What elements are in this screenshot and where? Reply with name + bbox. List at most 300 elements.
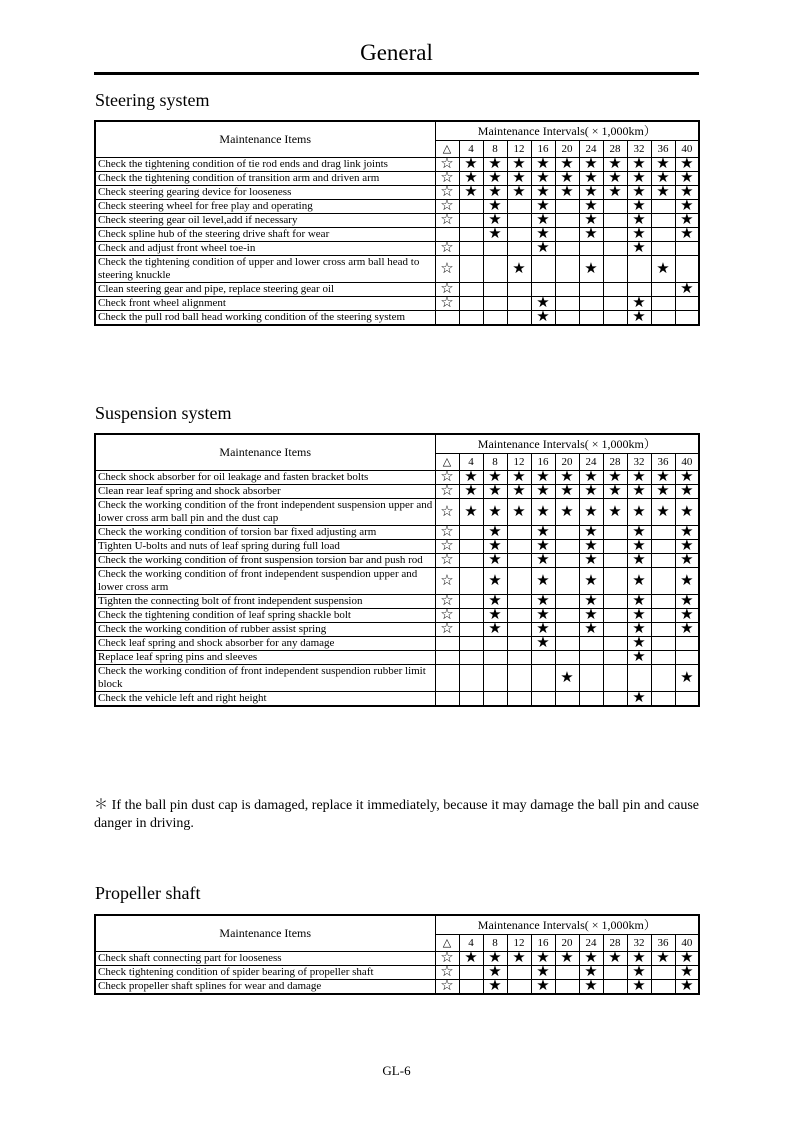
filled-star-icon: ★ (651, 499, 675, 526)
filled-star-icon: ★ (507, 172, 531, 186)
interval-header-cell: 12 (507, 935, 531, 952)
interval-header-cell: 40 (675, 141, 699, 158)
table-row (95, 242, 699, 256)
empty-cell (435, 665, 459, 692)
filled-star-icon: ★ (531, 471, 555, 485)
empty-cell (651, 214, 675, 228)
filled-star-icon: ★ (531, 526, 555, 540)
empty-cell (651, 651, 675, 665)
empty-cell (651, 568, 675, 595)
empty-cell (555, 214, 579, 228)
filled-star-icon: ★ (675, 623, 699, 637)
empty-cell (531, 665, 555, 692)
empty-cell (651, 966, 675, 980)
empty-cell (507, 200, 531, 214)
filled-star-icon: ★ (531, 952, 555, 966)
empty-cell (675, 651, 699, 665)
empty-cell (459, 623, 483, 637)
filled-star-icon: ★ (531, 228, 555, 242)
hollow-star-icon: ☆ (435, 568, 459, 595)
empty-cell (603, 595, 627, 609)
maintenance-item: Check propeller shaft splines for wear and damage (95, 980, 435, 995)
maintenance-item: Clean steering gear and pipe, replace steering gear oil (95, 283, 435, 297)
filled-star-icon: ★ (507, 952, 531, 966)
filled-star-icon: ★ (627, 499, 651, 526)
filled-star-icon: ★ (627, 297, 651, 311)
interval-header-cell: 20 (555, 454, 579, 471)
filled-star-icon: ★ (651, 952, 675, 966)
filled-star-icon: ★ (675, 228, 699, 242)
filled-star-icon: ★ (483, 595, 507, 609)
empty-cell (579, 637, 603, 651)
maintenance-item: Check the working condition of front independent suspendion upper and lower cross arm (95, 568, 435, 595)
empty-cell (603, 242, 627, 256)
interval-header-cell: 4 (459, 454, 483, 471)
page-title: General (360, 40, 433, 65)
empty-cell (459, 526, 483, 540)
filled-star-icon: ★ (675, 554, 699, 568)
empty-cell (603, 554, 627, 568)
maintenance-item: Check shock absorber for oil leakage and fasten bracket bolts (95, 471, 435, 485)
table-row (95, 256, 699, 283)
interval-header-cell: 16 (531, 935, 555, 952)
empty-cell (555, 554, 579, 568)
filled-star-icon: ★ (507, 256, 531, 283)
empty-cell (651, 228, 675, 242)
filled-star-icon: ★ (483, 952, 507, 966)
filled-star-icon: ★ (627, 568, 651, 595)
empty-cell (507, 526, 531, 540)
empty-cell (435, 311, 459, 326)
empty-cell (603, 665, 627, 692)
empty-cell (507, 228, 531, 242)
empty-cell (459, 609, 483, 623)
interval-header-cell: 20 (555, 141, 579, 158)
empty-cell (675, 256, 699, 283)
empty-cell (555, 568, 579, 595)
interval-header-cell: 8 (483, 141, 507, 158)
empty-cell (603, 228, 627, 242)
maintenance-item: Check front wheel alignment (95, 297, 435, 311)
hollow-star-icon: ☆ (435, 485, 459, 499)
empty-cell (555, 595, 579, 609)
interval-header-cell: 40 (675, 935, 699, 952)
table-row (95, 540, 699, 554)
empty-cell (651, 554, 675, 568)
filled-star-icon: ★ (579, 952, 603, 966)
filled-star-icon: ★ (579, 568, 603, 595)
hollow-star-icon: ☆ (435, 980, 459, 995)
filled-star-icon: ★ (675, 158, 699, 172)
maintenance-intervals-header: Maintenance Intervals( × 1,000km） (435, 915, 699, 935)
filled-star-icon: ★ (675, 952, 699, 966)
empty-cell (651, 980, 675, 995)
hollow-star-icon: ☆ (435, 526, 459, 540)
empty-cell (555, 609, 579, 623)
empty-cell (507, 637, 531, 651)
empty-cell (483, 637, 507, 651)
page-number: GL-6 (382, 1063, 411, 1078)
filled-star-icon: ★ (651, 471, 675, 485)
empty-cell (603, 526, 627, 540)
steering-table (94, 120, 700, 326)
empty-cell (507, 311, 531, 326)
filled-star-icon: ★ (603, 485, 627, 499)
empty-cell (483, 242, 507, 256)
empty-cell (603, 980, 627, 995)
table-row (95, 214, 699, 228)
filled-star-icon: ★ (531, 980, 555, 995)
empty-cell (651, 311, 675, 326)
interval-header-cell: △ (435, 935, 459, 952)
filled-star-icon: ★ (579, 172, 603, 186)
filled-star-icon: ★ (579, 554, 603, 568)
empty-cell (603, 283, 627, 297)
maintenance-items-header: Maintenance Items (95, 915, 435, 952)
empty-cell (483, 256, 507, 283)
filled-star-icon: ★ (531, 214, 555, 228)
empty-cell (603, 200, 627, 214)
filled-star-icon: ★ (579, 980, 603, 995)
maintenance-item: Check and adjust front wheel toe-in (95, 242, 435, 256)
empty-cell (483, 311, 507, 326)
filled-star-icon: ★ (675, 595, 699, 609)
filled-star-icon: ★ (627, 554, 651, 568)
filled-star-icon: ★ (531, 485, 555, 499)
table-row (95, 297, 699, 311)
interval-header-cell: 8 (483, 454, 507, 471)
empty-cell (651, 242, 675, 256)
filled-star-icon: ★ (459, 186, 483, 200)
empty-cell (603, 256, 627, 283)
filled-star-icon: ★ (579, 540, 603, 554)
empty-cell (627, 256, 651, 283)
maintenance-item: Check the working condition of front suspension torsion bar and push rod (95, 554, 435, 568)
filled-star-icon: ★ (627, 471, 651, 485)
filled-star-icon: ★ (531, 623, 555, 637)
empty-cell (579, 242, 603, 256)
filled-star-icon: ★ (579, 609, 603, 623)
filled-star-icon: ★ (531, 186, 555, 200)
filled-star-icon: ★ (675, 540, 699, 554)
empty-cell (675, 242, 699, 256)
empty-cell (675, 692, 699, 707)
interval-header-cell: 4 (459, 935, 483, 952)
empty-cell (555, 256, 579, 283)
table-row (95, 651, 699, 665)
filled-star-icon: ★ (675, 200, 699, 214)
empty-cell (459, 242, 483, 256)
table-row (95, 283, 699, 297)
table-row (95, 623, 699, 637)
filled-star-icon: ★ (459, 158, 483, 172)
filled-star-icon: ★ (483, 540, 507, 554)
filled-star-icon: ★ (531, 158, 555, 172)
maintenance-item: Check the vehicle left and right height (95, 692, 435, 707)
filled-star-icon: ★ (675, 665, 699, 692)
filled-star-icon: ★ (579, 966, 603, 980)
empty-cell (483, 297, 507, 311)
empty-cell (507, 242, 531, 256)
maintenance-item: Check the working condition of rubber assist spring (95, 623, 435, 637)
maintenance-item: Tighten the connecting bolt of front independent suspension (95, 595, 435, 609)
table-row (95, 200, 699, 214)
hollow-star-icon: ☆ (435, 172, 459, 186)
hollow-star-icon: ☆ (435, 609, 459, 623)
table-row (95, 665, 699, 692)
empty-cell (651, 526, 675, 540)
filled-star-icon: ★ (531, 200, 555, 214)
filled-star-icon: ★ (483, 158, 507, 172)
interval-header-cell: 16 (531, 454, 555, 471)
interval-header-cell: 4 (459, 141, 483, 158)
empty-cell (459, 980, 483, 995)
filled-star-icon: ★ (483, 228, 507, 242)
hollow-star-icon: ☆ (435, 499, 459, 526)
filled-star-icon: ★ (483, 526, 507, 540)
empty-cell (603, 692, 627, 707)
filled-star-icon: ★ (627, 526, 651, 540)
empty-cell (459, 540, 483, 554)
empty-cell (651, 297, 675, 311)
maintenance-intervals-header: Maintenance Intervals( × 1,000km） (435, 121, 699, 141)
filled-star-icon: ★ (675, 499, 699, 526)
interval-header-cell: 32 (627, 935, 651, 952)
empty-cell (651, 665, 675, 692)
maintenance-intervals-header: Maintenance Intervals( × 1,000km） (435, 434, 699, 454)
empty-cell (531, 692, 555, 707)
empty-cell (507, 297, 531, 311)
empty-cell (459, 651, 483, 665)
filled-star-icon: ★ (675, 526, 699, 540)
empty-cell (675, 311, 699, 326)
empty-cell (507, 283, 531, 297)
empty-cell (651, 200, 675, 214)
interval-header-cell: 16 (531, 141, 555, 158)
empty-cell (603, 311, 627, 326)
table-row (95, 228, 699, 242)
empty-cell (651, 540, 675, 554)
filled-star-icon: ★ (627, 609, 651, 623)
hollow-star-icon: ☆ (435, 200, 459, 214)
filled-star-icon: ★ (675, 186, 699, 200)
hollow-star-icon: ☆ (435, 952, 459, 966)
empty-cell (483, 283, 507, 297)
filled-star-icon: ★ (579, 256, 603, 283)
empty-cell (507, 568, 531, 595)
empty-cell (603, 540, 627, 554)
filled-star-icon: ★ (603, 158, 627, 172)
empty-cell (603, 637, 627, 651)
filled-star-icon: ★ (627, 623, 651, 637)
empty-cell (579, 651, 603, 665)
empty-cell (603, 214, 627, 228)
filled-star-icon: ★ (627, 692, 651, 707)
filled-star-icon: ★ (483, 214, 507, 228)
empty-cell (507, 214, 531, 228)
empty-cell (459, 595, 483, 609)
filled-star-icon: ★ (531, 540, 555, 554)
maintenance-item: Tighten U-bolts and nuts of leaf spring during full load (95, 540, 435, 554)
filled-star-icon: ★ (507, 158, 531, 172)
maintenance-item: Replace leaf spring pins and sleeves (95, 651, 435, 665)
filled-star-icon: ★ (627, 966, 651, 980)
filled-star-icon: ★ (675, 485, 699, 499)
hollow-star-icon: ☆ (435, 471, 459, 485)
empty-cell (651, 637, 675, 651)
filled-star-icon: ★ (627, 637, 651, 651)
empty-cell (459, 966, 483, 980)
empty-cell (507, 980, 531, 995)
interval-header-cell: 32 (627, 141, 651, 158)
filled-star-icon: ★ (531, 172, 555, 186)
filled-star-icon: ★ (459, 499, 483, 526)
empty-cell (459, 228, 483, 242)
interval-header-cell: 12 (507, 454, 531, 471)
empty-cell (603, 651, 627, 665)
empty-cell (555, 526, 579, 540)
filled-star-icon: ★ (579, 623, 603, 637)
maintenance-item: Check tightening condition of spider bearing of propeller shaft (95, 966, 435, 980)
hollow-star-icon: ☆ (435, 966, 459, 980)
maintenance-item: Check steering wheel for free play and operating (95, 200, 435, 214)
empty-cell (603, 568, 627, 595)
table-row (95, 186, 699, 200)
interval-header-cell: 36 (651, 454, 675, 471)
filled-star-icon: ★ (627, 158, 651, 172)
hollow-star-icon: ☆ (435, 158, 459, 172)
empty-cell (507, 540, 531, 554)
empty-cell (459, 214, 483, 228)
filled-star-icon: ★ (627, 242, 651, 256)
empty-cell (555, 311, 579, 326)
hollow-star-icon: ☆ (435, 283, 459, 297)
section-title-steering: Steering system (95, 90, 210, 110)
hollow-star-icon: ☆ (435, 186, 459, 200)
interval-header-cell: 24 (579, 935, 603, 952)
maintenance-item: Check the pull rod ball head working condition of the steering system (95, 311, 435, 326)
empty-cell (627, 665, 651, 692)
empty-cell (675, 297, 699, 311)
filled-star-icon: ★ (579, 595, 603, 609)
maintenance-item: Check the working condition of front independent suspendion rubber limit block (95, 665, 435, 692)
hollow-star-icon: ☆ (435, 540, 459, 554)
filled-star-icon: ★ (627, 186, 651, 200)
empty-cell (507, 554, 531, 568)
filled-star-icon: ★ (555, 665, 579, 692)
filled-star-icon: ★ (603, 952, 627, 966)
empty-cell (603, 623, 627, 637)
empty-cell (531, 651, 555, 665)
table-row (95, 595, 699, 609)
empty-cell (579, 297, 603, 311)
filled-star-icon: ★ (579, 499, 603, 526)
maintenance-item: Check the tightening condition of upper and lower cross arm ball head to steering knuckle (95, 256, 435, 283)
empty-cell (531, 256, 555, 283)
filled-star-icon: ★ (651, 158, 675, 172)
filled-star-icon: ★ (651, 172, 675, 186)
filled-star-icon: ★ (531, 568, 555, 595)
filled-star-icon: ★ (483, 966, 507, 980)
suspension-table (94, 433, 700, 707)
filled-star-icon: ★ (483, 568, 507, 595)
table-row (95, 637, 699, 651)
maintenance-item: Check leaf spring and shock absorber for any damage (95, 637, 435, 651)
empty-cell (555, 692, 579, 707)
table-row (95, 568, 699, 595)
filled-star-icon: ★ (459, 952, 483, 966)
filled-star-icon: ★ (579, 214, 603, 228)
filled-star-icon: ★ (675, 980, 699, 995)
hollow-star-icon: ☆ (435, 595, 459, 609)
filled-star-icon: ★ (627, 200, 651, 214)
table-row (95, 966, 699, 980)
filled-star-icon: ★ (603, 471, 627, 485)
hollow-star-icon: ☆ (435, 554, 459, 568)
propeller-table (94, 914, 700, 995)
empty-cell (555, 200, 579, 214)
hollow-star-icon: ☆ (435, 256, 459, 283)
empty-cell (459, 692, 483, 707)
maintenance-item: Check the tightening condition of transition arm and driven arm (95, 172, 435, 186)
filled-star-icon: ★ (675, 172, 699, 186)
empty-cell (507, 665, 531, 692)
filled-star-icon: ★ (483, 554, 507, 568)
filled-star-icon: ★ (651, 256, 675, 283)
empty-cell (555, 980, 579, 995)
empty-cell (483, 651, 507, 665)
empty-cell (651, 595, 675, 609)
empty-cell (603, 609, 627, 623)
interval-header-cell: 32 (627, 454, 651, 471)
empty-cell (507, 623, 531, 637)
maintenance-item: Check the tightening condition of leaf spring shackle bolt (95, 609, 435, 623)
filled-star-icon: ★ (555, 158, 579, 172)
filled-star-icon: ★ (675, 471, 699, 485)
maintenance-item: Check the working condition of torsion bar fixed adjusting arm (95, 526, 435, 540)
empty-cell (555, 297, 579, 311)
interval-header-cell: 20 (555, 935, 579, 952)
filled-star-icon: ★ (555, 952, 579, 966)
interval-header-cell: 40 (675, 454, 699, 471)
filled-star-icon: ★ (627, 980, 651, 995)
filled-star-icon: ★ (555, 485, 579, 499)
empty-cell (555, 623, 579, 637)
filled-star-icon: ★ (579, 228, 603, 242)
filled-star-icon: ★ (579, 471, 603, 485)
table-row (95, 526, 699, 540)
interval-header-cell: 12 (507, 141, 531, 158)
section-title-suspension: Suspension system (95, 403, 232, 423)
filled-star-icon: ★ (651, 485, 675, 499)
section-title-propeller: Propeller shaft (95, 883, 201, 903)
maintenance-item: Check the tightening condition of tie rod ends and drag link joints (95, 158, 435, 172)
filled-star-icon: ★ (627, 595, 651, 609)
filled-star-icon: ★ (627, 228, 651, 242)
interval-header-cell: 24 (579, 141, 603, 158)
filled-star-icon: ★ (531, 554, 555, 568)
empty-cell (507, 651, 531, 665)
table-row (95, 692, 699, 707)
maintenance-item: Check spline hub of the steering drive shaft for wear (95, 228, 435, 242)
empty-cell (459, 283, 483, 297)
empty-cell (459, 554, 483, 568)
empty-cell (459, 665, 483, 692)
filled-star-icon: ★ (507, 485, 531, 499)
empty-cell (459, 256, 483, 283)
filled-star-icon: ★ (459, 172, 483, 186)
empty-cell (435, 692, 459, 707)
